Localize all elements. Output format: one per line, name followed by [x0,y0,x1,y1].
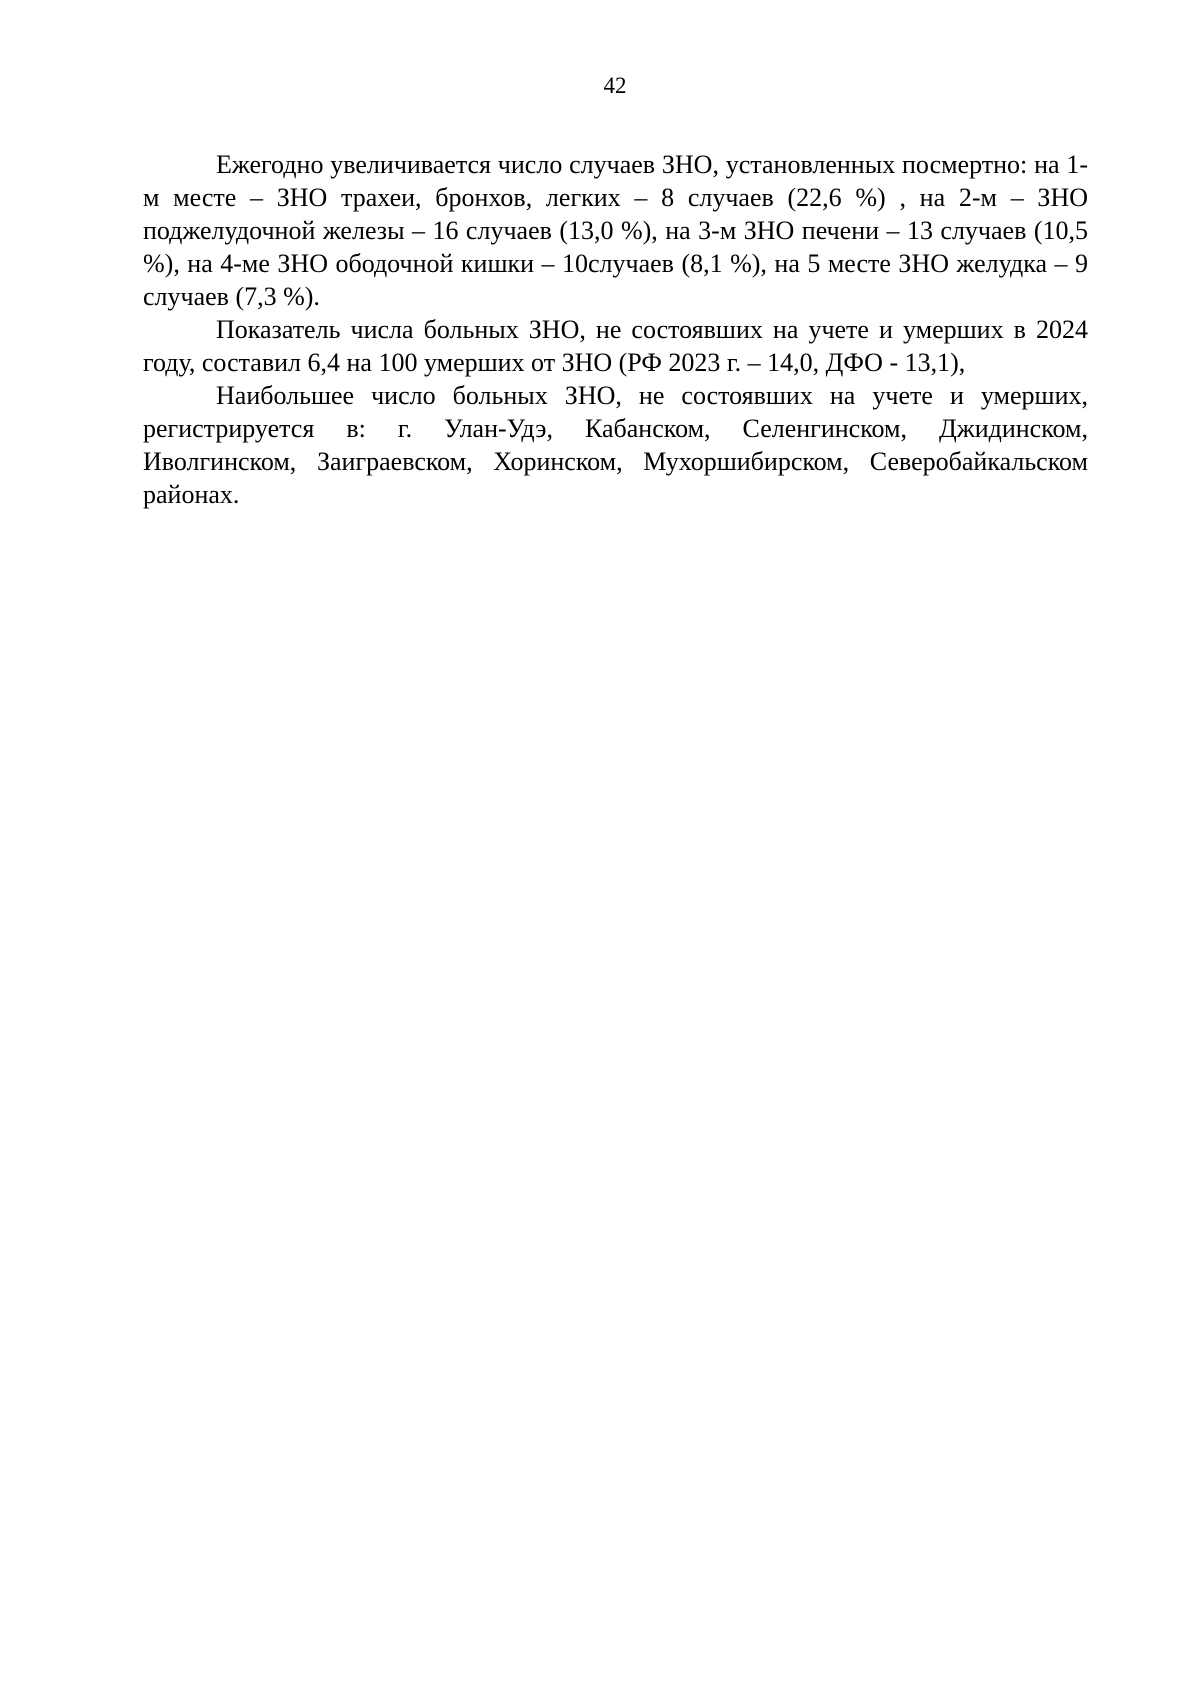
paragraph-posthumous-cases: Ежегодно увеличивается число случаев ЗНО, установленных посмертно: на 1-м месте – ЗНО трахеи, бронхов, легких – 8 случаев (22,6 %) , на 2-м – ЗНО поджелудочной железы – 16 случаев (13,0 %), на 3-м ЗНО печени – 13 случаев (10,5 %), на 4-ме ЗНО ободочной кишки – 10случаев (8,1 %), на 5 месте ЗНО желудка – 9 случаев (7,3 %). [143,150,1088,311]
paragraph-districts: Наибольшее число больных ЗНО, не состоявших на учете и умерших, регистрируется в: г. Улан-Удэ, Кабанском, Селенгинском, Джидинском, Иволгинском, Заиграевском, Хоринском, Мухоршибирском, Северобайкальском районах. [143,381,1088,509]
page-number: 42 [603,73,627,98]
document-body [143,148,1088,511]
paragraph-unregistered-rate: Показатель числа больных ЗНО, не состоявших на учете и умерших в 2024 году, составил 6,4 на 100 умерших от ЗНО (РФ 2023 г. – 14,0, ДФО - 13,1), [143,315,1088,377]
